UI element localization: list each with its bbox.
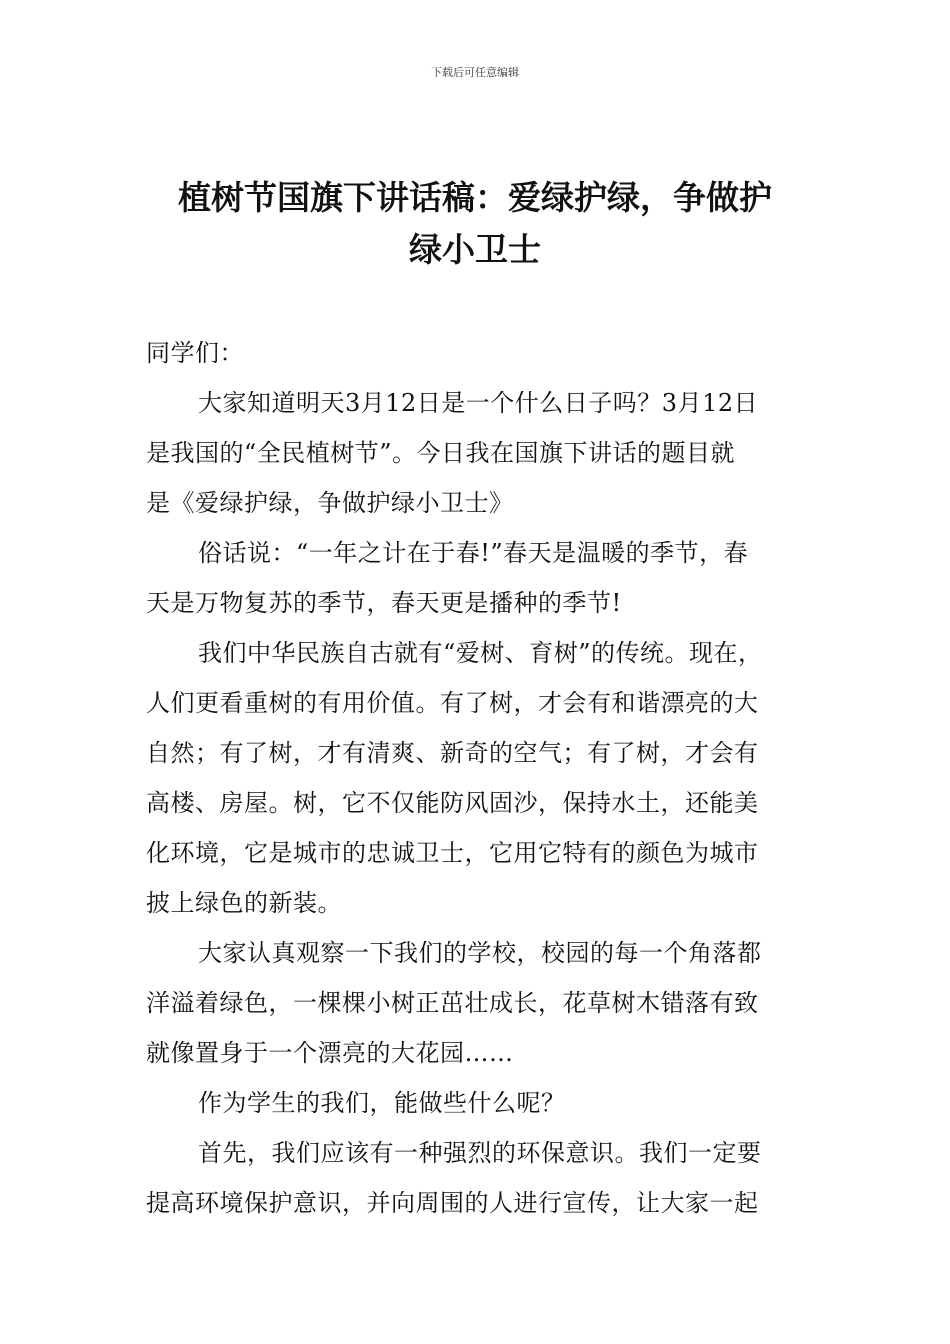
salutation: 同学们：	[146, 339, 244, 367]
document-body	[146, 328, 816, 1228]
body-line: 洋溢着绿色，一棵棵小树正茁壮成长，花草树木错落有致	[146, 989, 759, 1017]
header-note: 下载后可任意编辑	[431, 66, 519, 79]
body-line: 是我国的“全民植树节”。今日我在国旗下讲话的题目就	[146, 439, 736, 467]
body-line: 首先，我们应该有一种强烈的环保意识。我们一定要	[198, 1139, 762, 1167]
body-line: 自然；有了树，才有清爽、新奇的空气；有了树，才会有	[146, 739, 759, 767]
title-line-2: 绿小卫士	[409, 230, 541, 269]
body-line: 作为学生的我们，能做些什么呢？	[198, 1089, 566, 1117]
body-line: 披上绿色的新装。	[146, 889, 342, 917]
body-line: 化环境，它是城市的忠诚卫士，它用它特有的颜色为城市	[146, 839, 759, 867]
body-line: 我们中华民族自古就有“爱树、育树”的传统。现在，	[198, 639, 763, 667]
body-line: 俗话说：“一年之计在于春!”春天是温暖的季节，春	[198, 539, 749, 567]
title-line-1: 植树节国旗下讲话稿：爱绿护绿，争做护	[178, 178, 772, 217]
document-title	[140, 172, 810, 276]
body-line: 就像置身于一个漂亮的大花园……	[146, 1039, 514, 1067]
body-line: 是《爱绿护绿，争做护绿小卫士》	[146, 489, 514, 517]
body-line: 大家认真观察一下我们的学校，校园的每一个角落都	[198, 939, 762, 967]
body-line: 大家知道明天3月12日是一个什么日子吗？3月12日	[198, 389, 759, 417]
body-line: 天是万物复苏的季节，春天更是播种的季节!	[146, 589, 622, 617]
body-line: 提高环境保护意识，并向周围的人进行宣传，让大家一起	[146, 1189, 759, 1217]
body-line: 人们更看重树的有用价值。有了树，才会有和谐漂亮的大	[146, 689, 759, 717]
body-line: 高楼、房屋。树，它不仅能防风固沙，保持水土，还能美	[146, 789, 759, 817]
